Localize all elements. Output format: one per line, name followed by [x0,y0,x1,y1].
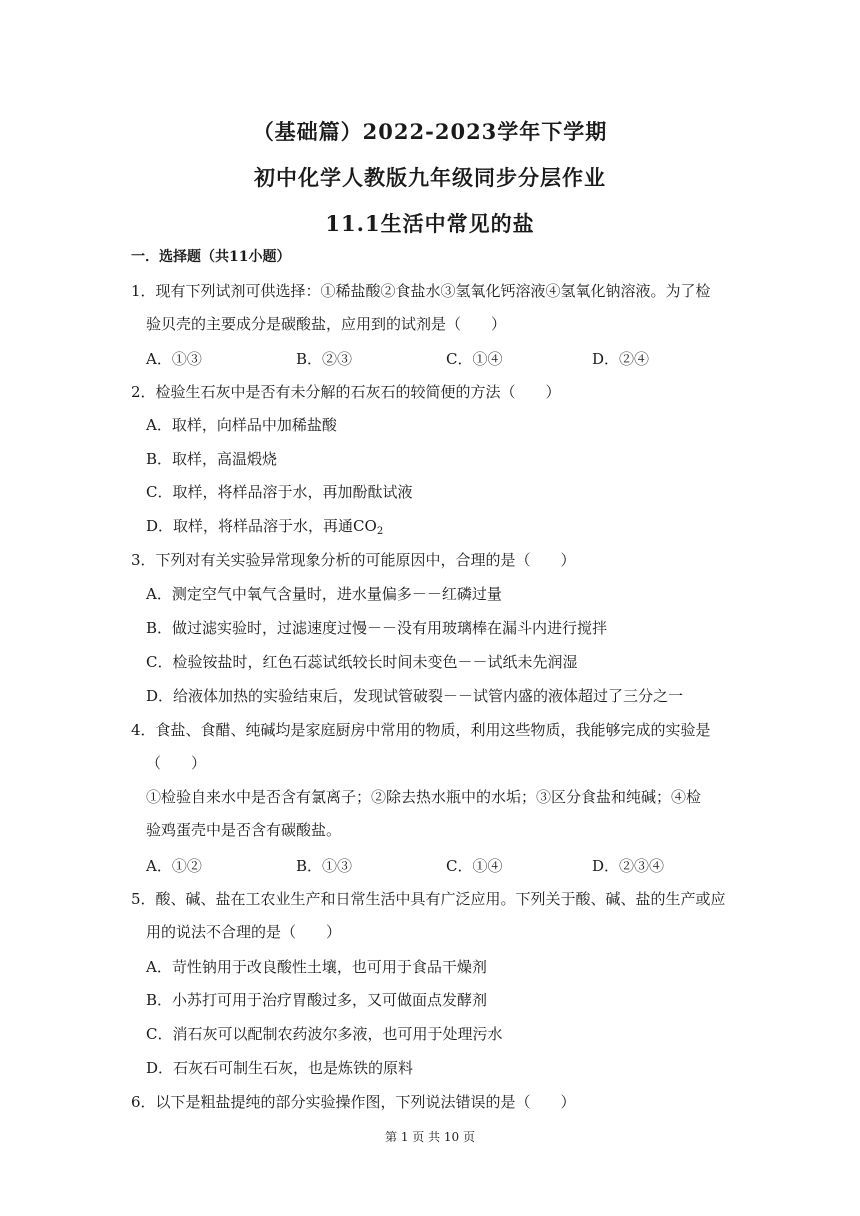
q4-option-a: A．①② [146,857,202,875]
q4-option-d: D．②③④ [592,857,665,875]
q3-option-d: D．给液体加热的实验结束后，发现试管破裂－－试管内盛的液体超过了三分之一 [146,687,684,705]
q5-stem-line2: 用的说法不合理的是（ ） [146,923,342,941]
q1-option-a: A．①③ [146,350,202,368]
section-heading: 一．选择题（共11小题） [131,249,291,265]
q2-stem: 2．检验生石灰中是否有未分解的石灰石的较简便的方法（ ） [131,383,561,401]
q4-items-line2: 验鸡蛋壳中是否含有碳酸盐。 [146,821,342,839]
q4-items-line1: ①检验自来水中是否含有氯离子；②除去热水瓶中的水垢；③区分食盐和纯碱；④检 [146,788,702,806]
title-course: 初中化学人教版九年级同步分层作业 [254,165,606,190]
q1-option-d: D．②④ [592,350,650,368]
q3-option-b: B．做过滤实验时，过滤速度过慢－－没有用玻璃棒在漏斗内进行搅拌 [146,619,608,637]
q5-option-c: C．消石灰可以配制农药波尔多液，也可用于处理污水 [146,1025,503,1043]
q1-stem-line2: 验贝壳的主要成分是碳酸盐，应用到的试剂是（ ） [146,315,507,333]
q4-stem-line2: （ ） [146,754,207,772]
q4-stem-line1: 4．食盐、食醋、纯碱均是家庭厨房中常用的物质，利用这些物质，我能够完成的实验是 [131,721,711,739]
q1-stem-line1: 1．现有下列试剂可供选择：①稀盐酸②食盐水③氢氧化钙溶液④氢氧化钠溶液。为了检 [131,282,711,300]
q1-options [146,348,706,368]
q3-option-a: A．测定空气中氧气含量时，进水量偏多－－红磷过量 [146,585,502,603]
page-footer: 第 1 页 共 10 页 [385,1130,475,1144]
title-series: （基础篇）2022-2023学年下学期 [252,119,608,144]
q4-options [146,855,706,875]
q2-option-d-subscript: 2 [376,526,384,537]
q2-option-d [146,516,383,536]
q3-stem: 3．下列对有关实验异常现象分析的可能原因中，合理的是（ ） [131,551,576,569]
q2-option-b: B．取样，高温煅烧 [146,450,278,468]
q6-stem: 6．以下是粗盐提纯的部分实验操作图，下列说法错误的是（ ） [131,1093,576,1111]
q2-option-d-text: D．取样，将样品溶于水，再通CO [146,517,377,535]
q3-option-c: C．检验铵盐时，红色石蕊试纸较长时间未变色－－试纸未先润湿 [146,653,578,671]
q5-option-a: A．苛性钠用于改良酸性土壤，也可用于食品干燥剂 [146,958,487,976]
title-lesson: 11.1生活中常见的盐 [325,211,535,236]
q4-option-c: C．①④ [446,857,503,875]
q5-stem-line1: 5．酸、碱、盐在工农业生产和日常生活中具有广泛应用。下列关于酸、碱、盐的生产或应 [131,890,726,908]
q5-option-b: B．小苏打可用于治疗胃酸过多，又可做面点发酵剂 [146,991,488,1009]
q5-option-d: D．石灰石可制生石灰，也是炼铁的原料 [146,1059,414,1077]
q2-option-a: A．取样，向样品中加稀盐酸 [146,416,337,434]
q1-option-c: C．①④ [446,350,503,368]
q1-option-b: B．②③ [296,350,353,368]
q2-option-c: C．取样，将样品溶于水，再加酚酞试液 [146,483,413,501]
q4-option-b: B．①③ [296,857,353,875]
